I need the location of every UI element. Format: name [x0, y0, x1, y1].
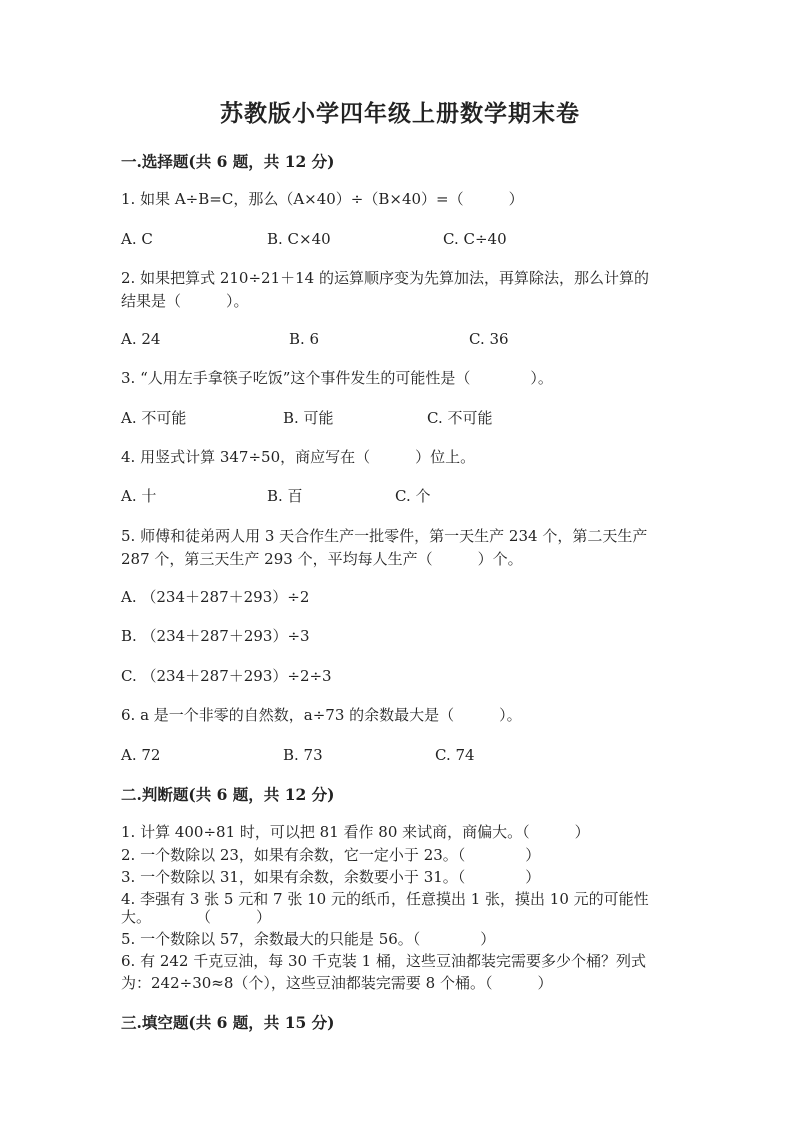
- question-6-option-b: B. 73: [283, 746, 323, 764]
- question-2-stem-line-2: 结果是（ ）。: [121, 292, 249, 310]
- question-5-option-b: B. （234＋287＋293）÷3: [121, 627, 310, 645]
- question-1-option-c: C. C÷40: [443, 230, 507, 248]
- question-3-option-a: A. 不可能: [121, 409, 187, 427]
- question-4-option-c: C. 个: [395, 487, 431, 505]
- exam-title: 苏教版小学四年级上册数学期末卷: [220, 100, 580, 127]
- question-2-option-a: A. 24: [121, 330, 161, 348]
- judgment-line-5: 5. 一个数除以 57，余数最大的只能是 56。（ ）: [121, 930, 496, 948]
- judgment-line-6: 6. 有 242 千克豆油，每 30 千克装 1 桶，这些豆油都装完需要多少个桶？列式: [121, 952, 646, 970]
- question-4-option-a: A. 十: [121, 487, 157, 505]
- question-5-option-a: A. （234＋287＋293）÷2: [121, 588, 310, 606]
- question-3-stem: 3. “人用左手拿筷子吃饭”这个事件发生的可能性是（ ）。: [121, 369, 553, 387]
- question-1-option-b: B. C×40: [267, 230, 331, 248]
- section-heading-fill-in: 三.填空题(共 6 题，共 15 分): [121, 1013, 335, 1032]
- judgment-line-3: 3. 一个数除以 31，如果有余数，余数要小于 31。（ ）: [121, 868, 541, 886]
- judgment-line-4-cont: 大。 （ ）: [121, 908, 272, 926]
- judgment-line-6-cont: 为：242÷30≈8（个），这些豆油都装完需要 8 个桶。（ ）: [121, 974, 553, 992]
- question-6-option-a: A. 72: [121, 746, 161, 764]
- question-6-stem: 6. a 是一个非零的自然数，a÷73 的余数最大是（ ）。: [121, 706, 522, 724]
- question-1-stem: 1. 如果 A÷B=C，那么（A×40）÷（B×40）=（ ）: [121, 190, 524, 208]
- section-heading-choice: 一.选择题(共 6 题，共 12 分): [121, 152, 335, 171]
- question-4-option-b: B. 百: [267, 487, 303, 505]
- judgment-line-4: 4. 李强有 3 张 5 元和 7 张 10 元的纸币，任意摸出 1 张，摸出 10 元的可能性: [121, 890, 649, 908]
- question-2-stem-line-1: 2. 如果把算式 210÷21＋14 的运算顺序变为先算加法，再算除法，那么计算的: [121, 269, 649, 287]
- question-2-option-c: C. 36: [469, 330, 509, 348]
- judgment-line-2: 2. 一个数除以 23，如果有余数，它一定小于 23。（ ）: [121, 846, 541, 864]
- question-2-option-b: B. 6: [289, 330, 320, 348]
- question-1-option-a: A. C: [121, 230, 153, 248]
- section-heading-judgment: 二.判断题(共 6 题，共 12 分): [121, 785, 335, 804]
- question-5-stem-line-1: 5. 师傅和徒弟两人用 3 天合作生产一批零件，第一天生产 234 个，第二天生产: [121, 527, 648, 545]
- question-3-option-c: C. 不可能: [427, 409, 493, 427]
- judgment-line-1: 1. 计算 400÷81 时，可以把 81 看作 80 来试商，商偏大。（ ）: [121, 823, 590, 841]
- question-5-option-c: C. （234＋287＋293）÷2÷3: [121, 667, 332, 685]
- question-3-option-b: B. 可能: [283, 409, 334, 427]
- question-6-option-c: C. 74: [435, 746, 475, 764]
- question-4-stem: 4. 用竖式计算 347÷50，商应写在（ ）位上。: [121, 448, 476, 466]
- question-5-stem-line-2: 287 个，第三天生产 293 个，平均每人生产（ ）个。: [121, 550, 523, 568]
